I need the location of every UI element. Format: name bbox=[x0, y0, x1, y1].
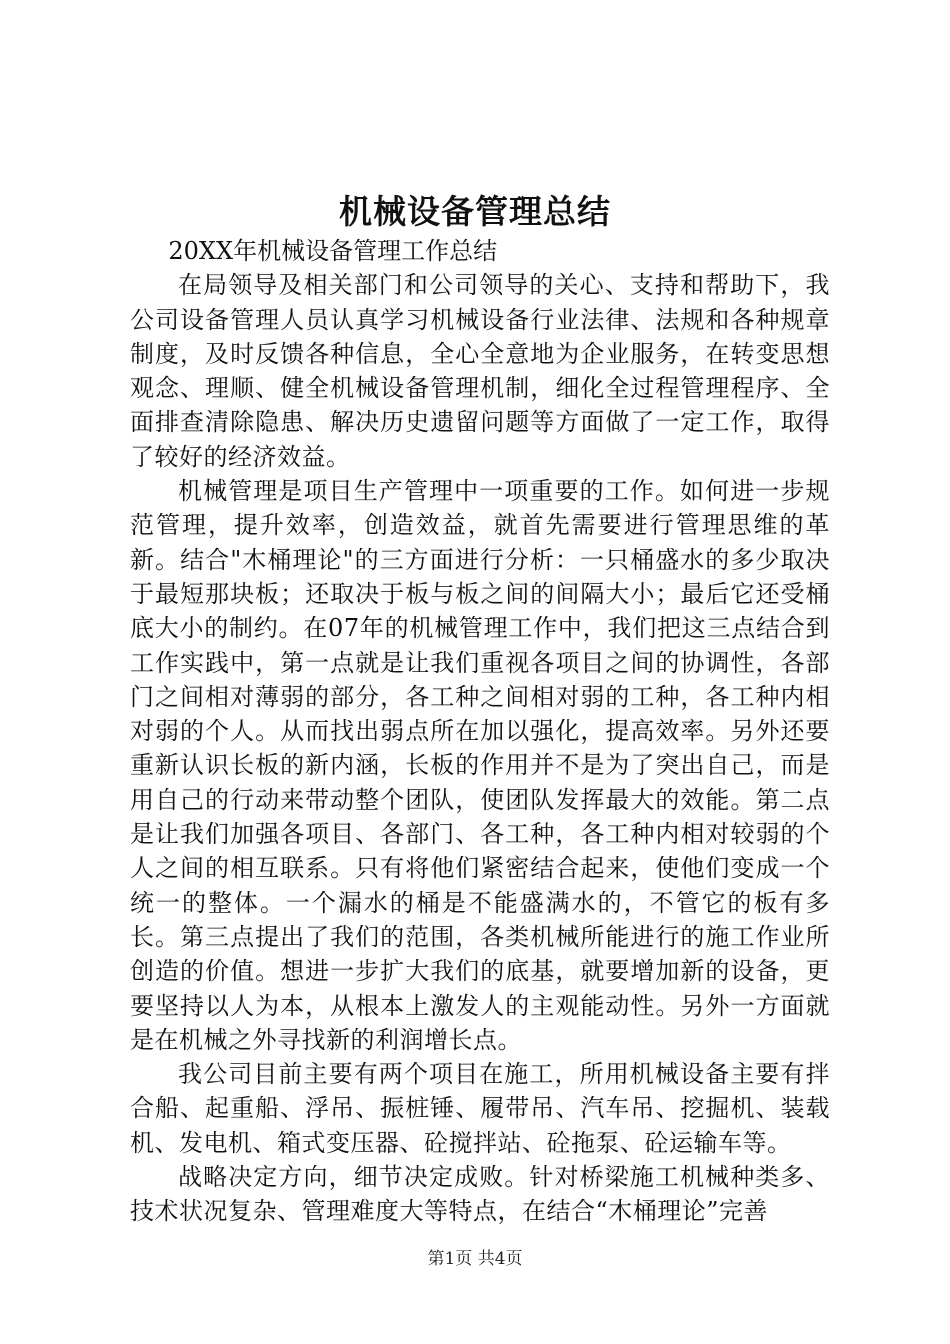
document-title: 机械设备管理总结 bbox=[339, 192, 611, 231]
page-number-footer: 第1页 共4页 bbox=[427, 1249, 523, 1269]
document-body bbox=[130, 234, 830, 1229]
document-subtitle: 20XX年机械设备管理工作总结 bbox=[168, 237, 498, 265]
paragraph-1: 在局领导及相关部门和公司领导的关心、支持和帮助下，我公司设备管理人员认真学习机械设备行业法律、法规和各种规章制度，及时反馈各种信息，全心全意地为企业服务，在转变思想观念、理顺、健全机械设备管理机制，细化全过程管理程序、全面排查清除隐患、解决历史遗留问题等方面做了一定工作，取得了较好的经济效益。 bbox=[130, 271, 830, 471]
paragraph-3: 我公司目前主要有两个项目在施工，所用机械设备主要有拌合船、起重船、浮吊、振桩锤、履带吊、汽车吊、挖掘机、装载机、发电机、箱式变压器、砼搅拌站、砼拖泵、砼运输车等。 bbox=[130, 1060, 830, 1157]
paragraph-2: 机械管理是项目生产管理中一项重要的工作。如何进一步规范管理，提升效率，创造效益，就首先需要进行管理思维的革新。结合"木桶理论"的三方面进行分析：一只桶盛水的多少取决于最短那块板；还取决于板与板之间的间隔大小；最后它还受桶底大小的制约。在07年的机械管理工作中，我们把这三点结合到工作实践中，第一点就是让我们重视各项目之间的协调性，各部门之间相对薄弱的部分，各工种之间相对弱的工种，各工种内相对弱的个人。从而找出弱点所在加以强化，提高效率。另外还要重新认识长板的新内涵，长板的作用并不是为了突出自己，而是用自己的行动来带动整个团队，使团队发挥最大的效能。第二点是让我们加强各项目、各部门、各工种，各工种内相对较弱的个人之间的相互联系。只有将他们紧密结合起来，使他们变成一个统一的整体。一个漏水的桶是不能盛满水的，不管它的板有多长。第三点提出了我们的范围，各类机械所能进行的施工作业所创造的价值。想进一步扩大我们的底基，就要增加新的设备，更要坚持以人为本，从根本上激发人的主观能动性。另外一方面就是在机械之外寻找新的利润增长点。 bbox=[130, 477, 830, 1054]
paragraph-4: 战略决定方向，细节决定成败。针对桥梁施工机械种类多、技术状况复杂、管理难度大等特点，在结合“木桶理论”完善 bbox=[130, 1163, 830, 1226]
